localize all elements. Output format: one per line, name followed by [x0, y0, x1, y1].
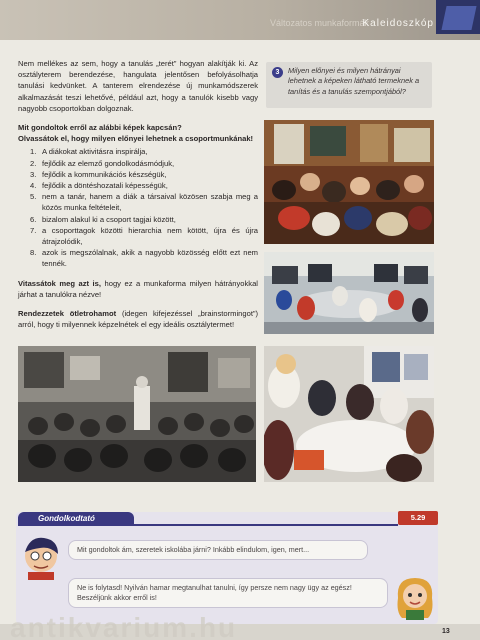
list-item: 8. azok is megszólalnak, akik a nagyobb közösség előtt ezt nem tennék.	[30, 248, 258, 269]
photo-computer-lab	[264, 252, 434, 334]
discussion-divider	[134, 524, 398, 526]
list-item: 1. A diákokat aktivitásra inspirálja,	[30, 147, 148, 157]
exercise-badge: 5.29	[398, 511, 438, 525]
question-number-badge: 3	[272, 67, 283, 78]
prompt-line-2: Olvassátok el, hogy milyen előnyei lehetnek a csoportmunkának!	[18, 134, 254, 144]
girl-avatar-icon	[394, 574, 436, 625]
body-text-column	[18, 58, 258, 338]
speech-bubble-girl: Ne is folytasd! Nyilván hamar megtanulhat tanulni, így persze nem nagy ügy az egész! Beszéljünk akkor erről is!	[68, 578, 388, 608]
header-faint-label: Változatos munkaformák	[270, 18, 370, 28]
question-text: Milyen előnyei és milyen hátrányai lehetnek a képeken látható termeknek a tanítás és a tanulás szempontjából?	[288, 66, 420, 96]
corner-tab-accent	[441, 6, 476, 30]
list-item: 6. bizalom alakul ki a csoport tagjai között,	[30, 214, 176, 224]
discussion-tab-label: Gondolkodtató	[38, 514, 95, 523]
list-item: 7. a csoporttagok közötti hierarchia nem kötött, újra és újra átrajzolódik,	[30, 225, 258, 247]
photo-crowded-classroom	[264, 120, 434, 244]
photo-students-group-table	[264, 346, 434, 482]
intro-paragraph: Nem mellékes az sem, hogy a tanulás „terét” hogyan alakítják ki. Az osztályterem berendezése, hangulata jelentősen befolyásolhatja tanulási kedvünket. A tanterem elrendezése új munkamódszerek alkalmazását teszi lehetővé, például azt, hogy a tanulók kisebb vagy nagyobb csoportokban dolgoznak.	[18, 59, 258, 113]
list-item: 2. fejlődik az elemző gondolkodásmódjuk,	[30, 158, 175, 168]
list-item: 4. fejlődik a döntéshozatali képességük,	[30, 181, 168, 191]
question-box	[266, 62, 432, 108]
debate-paragraph: Vitassátok meg azt is, hogy ez a munkaforma milyen hátrányokkal járhat a tanulókra nézve!	[18, 278, 258, 299]
brainstorm-paragraph: Rendezzetek ötletrohamot (idegen kifejezéssel „brainstormingot”) arról, hogy ti milyennek képzelnétek el egy ideális osztálytermet!	[18, 309, 259, 330]
watermark-text: antikvarium.hu	[10, 612, 238, 640]
photo-historic-classroom	[18, 346, 256, 482]
page-number: 13	[442, 628, 450, 635]
speech-bubble-boy: Mit gondoltok ám, szeretek iskolába járni? Inkább elindulom, igen, mert...	[68, 540, 368, 560]
list-item: 3. fejlődik a kommunikációs készségük,	[30, 169, 167, 179]
header-title: Kaleidoszkóp	[362, 18, 434, 29]
prompt-line-1: Mit gondoltok erről az alábbi képek kapcsán?	[18, 123, 182, 133]
boy-avatar-icon	[20, 534, 62, 585]
photo-icon	[18, 346, 256, 482]
advantages-list	[32, 146, 258, 269]
list-item: 5. nem a tanár, hanem a diák a társaival közösen szabja meg a közös munka feltételeit,	[30, 192, 258, 213]
photo-icon	[264, 346, 434, 482]
photo-icon	[264, 252, 434, 334]
photo-icon	[264, 120, 434, 244]
